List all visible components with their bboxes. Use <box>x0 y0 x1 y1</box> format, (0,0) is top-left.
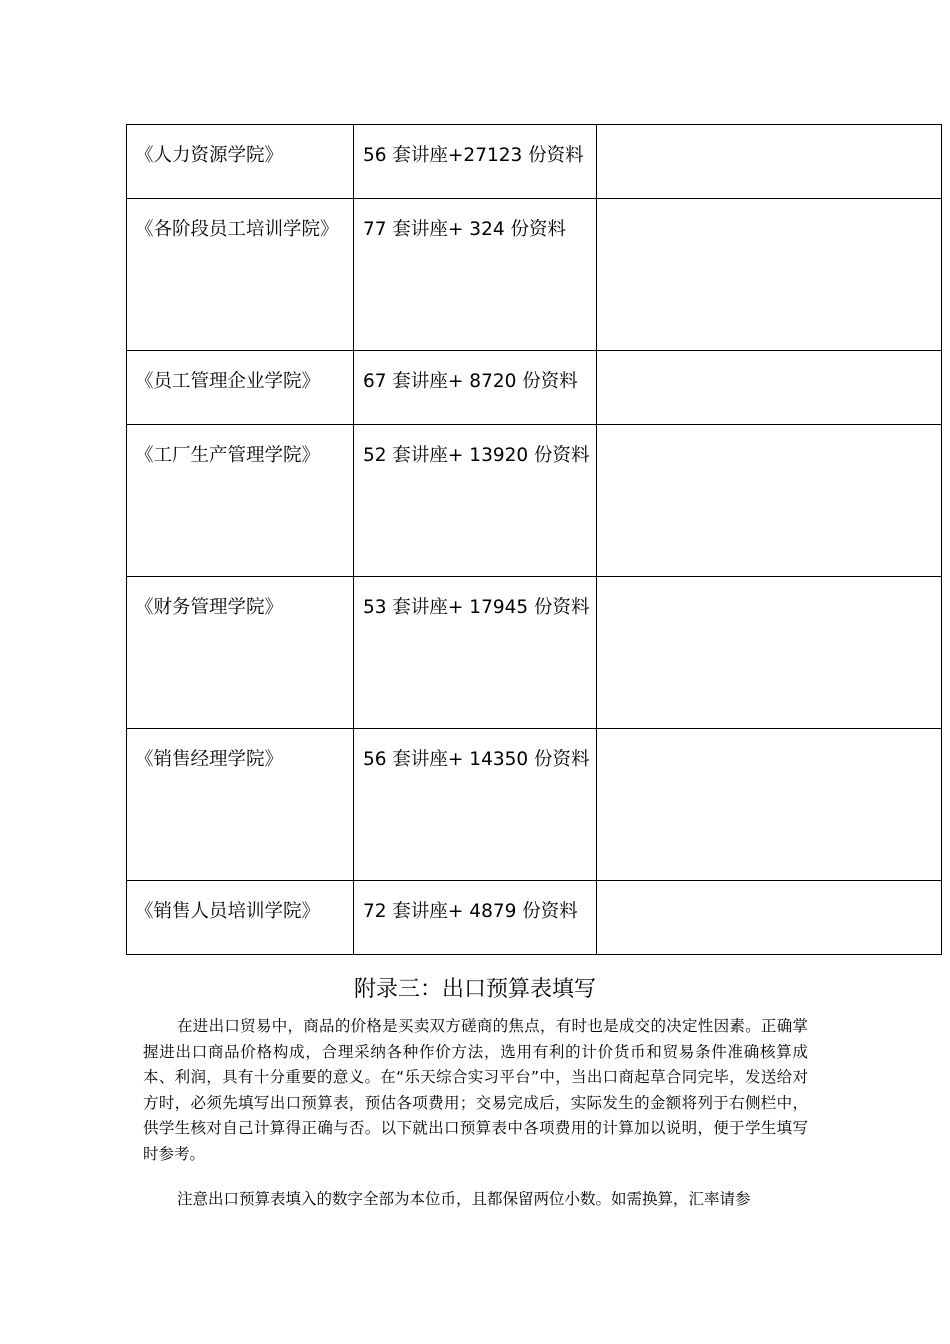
appendix-title: 附录三：出口预算表填写 <box>353 977 596 1002</box>
table-cell-name <box>127 881 354 955</box>
academy-name: 《销售人员培训学院》 <box>135 901 321 922</box>
table-cell-desc <box>354 729 597 881</box>
academy-resources: 53 套讲座+ 17945 份资料 <box>363 597 590 618</box>
table-cell-name <box>127 425 354 577</box>
table-row <box>127 425 942 577</box>
academy-name: 《销售经理学院》 <box>135 749 284 770</box>
table-cell-note <box>597 425 942 577</box>
academy-resources: 56 套讲座+ 14350 份资料 <box>363 749 590 770</box>
table-row <box>127 199 942 351</box>
academy-resources: 67 套讲座+ 8720 份资料 <box>363 371 578 392</box>
table-cell-desc <box>354 577 597 729</box>
table-cell-note <box>597 881 942 955</box>
appendix-paragraph: 在进出口贸易中，商品的价格是买卖双方磋商的焦点，有时也是成交的决定性因素。正确掌握进出口商品价格构成，合理采纳各种作价方法，选用有利的计价货币和贸易条件准确核算成本、利润，具有十分重要的意义。在“乐天综合实习平台”中，当出口商起草合同完毕，发送给对方时，必须先填写出口预算表，预估各项费用；交易完成后，实际发生的金额将列于右侧栏中，供学生核对自己计算得正确与否。以下就出口预算表中各项费用的计算加以说明，便于学生填写时参考。 <box>143 1017 808 1163</box>
table-cell-desc <box>354 199 597 351</box>
table-cell-desc <box>354 425 597 577</box>
table-cell-note <box>597 729 942 881</box>
table-cell-note <box>597 351 942 425</box>
table-cell-name <box>127 729 354 881</box>
academy-name: 《人力资源学院》 <box>135 145 284 166</box>
academy-name: 《各阶段员工培训学院》 <box>135 219 339 240</box>
table-cell-note <box>597 577 942 729</box>
academy-resources: 52 套讲座+ 13920 份资料 <box>363 445 590 466</box>
academy-resources: 56 套讲座+27123 份资料 <box>363 145 584 166</box>
appendix-note-paragraph: 注意出口预算表填入的数字全部为本位币，且都保留两位小数。如需换算，汇率请参 <box>177 1190 751 1208</box>
table-cell-name <box>127 199 354 351</box>
table-cell-note <box>597 199 942 351</box>
academy-resources: 72 套讲座+ 4879 份资料 <box>363 901 578 922</box>
table-cell-name <box>127 577 354 729</box>
table-cell-note <box>597 125 942 199</box>
academy-name: 《工厂生产管理学院》 <box>135 445 321 466</box>
table-row <box>127 729 942 881</box>
academy-name: 《员工管理企业学院》 <box>135 371 321 392</box>
academy-name: 《财务管理学院》 <box>135 597 284 618</box>
table-cell-desc <box>354 881 597 955</box>
academy-table <box>126 124 942 955</box>
table-row <box>127 577 942 729</box>
table-row <box>127 881 942 955</box>
academy-resources: 77 套讲座+ 324 份资料 <box>363 219 566 240</box>
